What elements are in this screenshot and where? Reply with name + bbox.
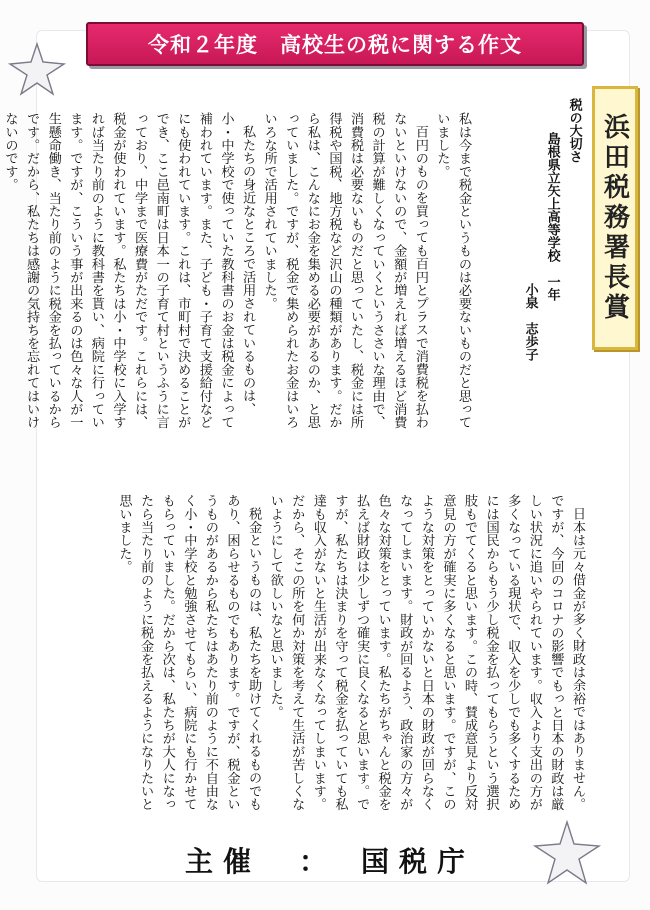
award-label: 浜田税務署長賞 (599, 113, 630, 323)
page-title-banner (86, 22, 584, 66)
essay-paragraph: 日本は元々借金が多く財政は余裕ではありません。ですが、今回のコロナの影響でもっと日本の財政は厳しい状況に追いやられています。収入より支出の方が多くなっている現状で、収入を少しでも多くするためには国民からもう少し税金を払ってもらうという選択肢もでてくると思います。この時、賛成意見より反対意見の方が確実に多くなると思います。ですが、このような対策をとっていかないと日本の財政が回らなくなってしまいます。財政が回るよう、政治家の方々が色々な対策をとっています。私たちがちゃんと税金を払えば財政は少しずつ確実に良くなると思います。ですが、私たちは決まりを守って税金を払っていても私達も収入がないと生活が出来なくなってしまいます。だから、そこの所を何か対策を考えて生活が苦しくないようにして欲しいなと思いました。 (267, 494, 585, 811)
page-title: 令和２年度 高校生の税に関する作文 (148, 33, 522, 57)
essay-body-upper (2, 112, 474, 438)
essay-paragraph: 私は今まで税金というものは必要ないものだと思っていました。 (434, 112, 471, 429)
author-name: 小泉 志歩子 (522, 283, 538, 361)
organizer-footer: 主催 ： 国税庁 (184, 845, 475, 878)
star-top-left-icon (6, 40, 68, 98)
essay-paragraph: 私たちの身近なところで活用されているものは、小・中学校で使っていた教科書のお金は税金によって補われています。また、子ども・子育て支援給付などにも使われています。これは、市町村で決めることができ、ここ邑南町は日本一の子育て村というふうに言っており、中学まで医療費がただです。これらには、税金が使われています。私たちは小・中学校に入学すれば当たり前のように教科書を貰い、病院に行っています。ですが、こういう事が出来るのは色々な人が一生懸命働き、当たり前のように税金を払っているからです。だから、私たちは感謝の気持ちを忘れてはいけないのです。 (2, 112, 256, 429)
star-bottom-right-icon (530, 818, 604, 888)
school-name: 島根県立矢上高等学校 一年 (544, 132, 560, 301)
essay-paragraph: 税金というものは、私たちを助けてくれるものでもあり、困らせるものでもあります。ですが、税金というものがあるから私たちはあたり前のように不自由なく小・中学校と勉強させてもらい、病院にも行かせてもらっていました。だから次は、私たちが大人になったら当たり前のように税金を払えるようになりたいと思いました。 (116, 494, 262, 811)
essay-paragraph: 百円のものを買っても百円とプラスで消費税を払わないといけないので、金額が増えれば増えるほど消費税の計算が難しくなっていくというささいな理由で、消費税は必要ないものだと思っていたし、税金には所得税や国税、地方税など沢山の種類があります。だから私は、こんなにお金を集める必要があるのか、と思っていました。ですが、税金で集められたお金はいろいろな所で活用されていました。 (261, 112, 428, 429)
essay-title: 税の大切さ (566, 98, 582, 163)
award-box (592, 86, 638, 350)
essay-body-lower (116, 494, 588, 822)
